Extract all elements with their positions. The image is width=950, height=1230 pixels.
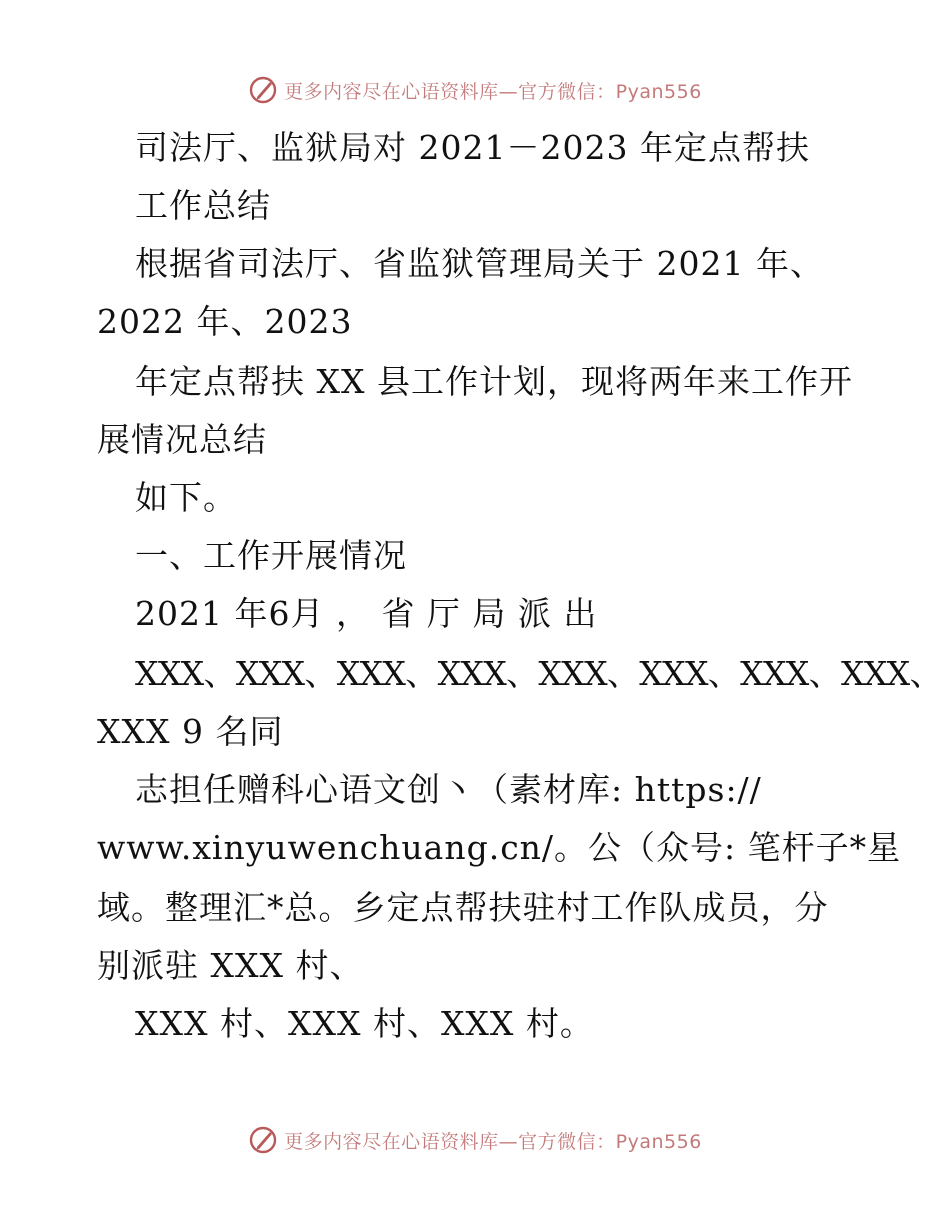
paragraph-line: 志担任赠科心语文创丶（素材库: https:// <box>135 770 762 809</box>
quill-pen-logo-icon <box>248 1125 278 1155</box>
paragraph-line: XXX 9 名同 <box>97 712 284 751</box>
paragraph-line: XXX、XXX、XXX、XXX、XXX、XXX、XXX、XXX、 <box>135 654 942 693</box>
doc-title-line-1: 司法厅、监狱局对 2021－2023 年定点帮扶 <box>135 128 810 167</box>
watermark-text: 更多内容尽在心语资料库—官方微信：Pyan556 <box>284 1130 702 1153</box>
paragraph-line: 别派驻 XXX 村、 <box>97 946 364 985</box>
paragraph-line: www.xinyuwenchuang.cn/。公（众号: 笔杆子*星 <box>97 828 902 867</box>
paragraph-line: 域。整理汇*总。乡定点帮扶驻村工作队成员，分 <box>97 888 829 927</box>
watermark-text: 更多内容尽在心语资料库—官方微信：Pyan556 <box>284 80 702 103</box>
paragraph-line: 如下。 <box>135 478 237 517</box>
section-heading: 一、工作开展情况 <box>135 536 407 575</box>
paragraph-line: 展情况总结 <box>97 420 267 459</box>
paragraph-line: XXX 村、XXX 村、XXX 村。 <box>135 1004 594 1043</box>
paragraph-line: 2022 年、2023 <box>97 302 353 341</box>
doc-title-line-2: 工作总结 <box>135 186 271 225</box>
paragraph-line: 根据省司法厅、省监狱管理局关于 2021 年、 <box>135 244 824 283</box>
paragraph-line: 2021 年6月 ， 省 厅 局 派 出 <box>135 594 598 633</box>
paragraph-line: 年定点帮扶 XX 县工作计划，现将两年来工作开 <box>135 362 853 401</box>
watermark-banner-bottom <box>0 1122 950 1158</box>
